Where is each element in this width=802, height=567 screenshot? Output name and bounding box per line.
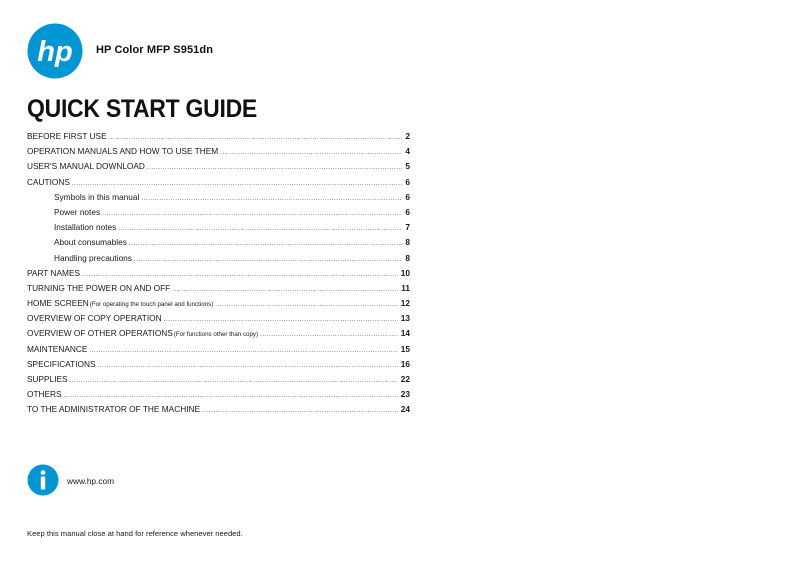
toc-entry-label: OTHERS: [27, 389, 62, 400]
dot-leader: [220, 150, 402, 156]
toc-entry-note: (For operating the touch panel and functions): [89, 301, 214, 309]
toc-entry-label: SPECIFICATIONS: [27, 358, 96, 369]
toc-entry-page: 24: [400, 404, 410, 415]
toc-entry[interactable]: [27, 328, 410, 343]
toc-entry-label: TO THE ADMINISTRATOR OF THE MACHINE: [27, 404, 201, 415]
hp-logo-icon: [27, 23, 83, 79]
toc-entry-page: 16: [400, 358, 410, 369]
toc-entry-page: 14: [400, 328, 410, 339]
toc-entry-page: 7: [405, 222, 410, 233]
toc-entry-label: SUPPLIES: [27, 374, 68, 384]
toc-entry-page: 5: [405, 161, 410, 172]
toc-entry[interactable]: [27, 404, 410, 419]
dot-leader: [89, 348, 397, 354]
toc-entry-page: 10: [400, 267, 410, 278]
dot-leader: [118, 226, 402, 232]
page-title: QUICK START GUIDE: [27, 95, 257, 123]
toc-entry[interactable]: [27, 131, 410, 146]
dot-leader: [164, 317, 398, 323]
toc-entry[interactable]: [27, 253, 410, 268]
dot-leader: [109, 135, 403, 141]
toc-entry[interactable]: [27, 161, 410, 176]
toc-entry-note: (For functions other than copy): [173, 331, 259, 339]
toc-entry[interactable]: [27, 146, 410, 161]
toc-entry[interactable]: [27, 389, 410, 404]
dot-leader: [64, 393, 398, 399]
dot-leader: [98, 363, 398, 369]
toc-entry-label: BEFORE FIRST USE: [27, 131, 107, 141]
footer-note: Keep this manual close at hand for reference whenever needed.: [27, 529, 243, 538]
toc-entry-page: 2: [405, 131, 410, 141]
toc-entry-page: 8: [405, 237, 410, 248]
toc-entry-page: 6: [405, 191, 410, 202]
toc-entry[interactable]: [27, 344, 410, 359]
toc-entry-page: 15: [400, 343, 410, 354]
toc-entry-label: OVERVIEW OF COPY OPERATION: [27, 313, 162, 324]
svg-text:hp: hp: [37, 36, 73, 68]
product-model: HP Color MFP S951dn: [96, 44, 214, 56]
table-of-contents: [27, 131, 410, 420]
dot-leader: [215, 302, 398, 308]
toc-entry-label: Power notes: [54, 206, 101, 217]
toc-entry-label: CAUTIONS: [27, 176, 70, 187]
dot-leader: [82, 272, 398, 278]
toc-entry-page: 12: [400, 298, 410, 309]
toc-entry-label: TURNING THE POWER ON AND OFF: [27, 282, 171, 293]
toc-entry[interactable]: [27, 207, 410, 222]
dot-leader: [129, 241, 403, 247]
toc-entry-label: Handling precautions: [54, 252, 132, 263]
dot-leader: [70, 378, 398, 384]
website-link[interactable]: www.hp.com: [67, 476, 115, 486]
toc-entry-page: 11: [401, 282, 410, 293]
toc-entry[interactable]: [27, 283, 410, 298]
toc-entry[interactable]: [27, 298, 410, 313]
toc-entry-page: 8: [405, 252, 410, 263]
toc-entry[interactable]: [27, 222, 410, 237]
toc-entry-label: USER'S MANUAL DOWNLOAD: [27, 161, 145, 172]
toc-entry[interactable]: [27, 374, 410, 389]
toc-entry-label: Installation notes: [54, 222, 117, 233]
toc-entry[interactable]: [27, 177, 410, 192]
toc-entry-label: HOME SCREEN: [27, 298, 89, 309]
dot-leader: [102, 211, 402, 217]
toc-entry-label: OVERVIEW OF OTHER OPERATIONS: [27, 328, 173, 339]
toc-entry[interactable]: [27, 268, 410, 283]
dot-leader: [172, 287, 398, 293]
toc-entry-label: OPERATION MANUALS AND HOW TO USE THEM: [27, 146, 219, 157]
toc-entry-label: Symbols in this manual: [54, 191, 140, 202]
toc-entry-page: 6: [405, 176, 410, 187]
toc-entry[interactable]: [27, 237, 410, 252]
toc-entry-label: About consumables: [54, 237, 127, 248]
toc-entry-page: 23: [400, 389, 410, 400]
toc-entry[interactable]: [27, 192, 410, 207]
dot-leader: [141, 196, 402, 202]
toc-entry-label: PART NAMES: [27, 267, 81, 278]
dot-leader: [260, 332, 398, 338]
toc-entry[interactable]: [27, 359, 410, 374]
toc-entry-label: MAINTENANCE: [27, 343, 88, 354]
dot-leader: [202, 408, 398, 414]
dot-leader: [147, 165, 402, 171]
info-icon: [27, 464, 59, 496]
toc-entry[interactable]: [27, 313, 410, 328]
toc-entry-page: 6: [405, 206, 410, 217]
dot-leader: [134, 257, 402, 263]
toc-entry-page: 22: [400, 374, 410, 384]
dot-leader: [72, 181, 403, 187]
toc-entry-page: 4: [405, 146, 410, 157]
toc-entry-page: 13: [400, 313, 410, 324]
